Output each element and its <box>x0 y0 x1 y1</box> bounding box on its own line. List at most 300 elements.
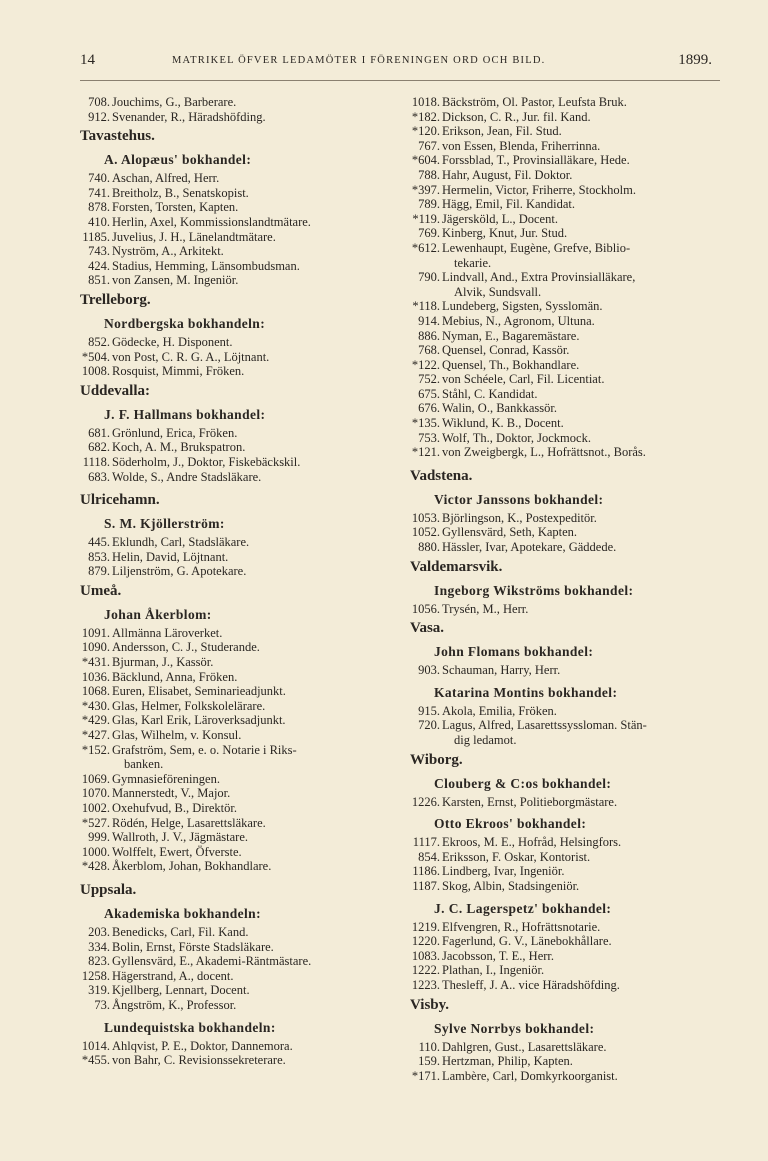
member-entry <box>410 445 728 460</box>
city-heading: Wiborg. <box>410 751 463 768</box>
member-name: Stadius, Hemming, Länsombudsman. <box>112 258 300 273</box>
member-entry <box>410 1054 728 1069</box>
member-name: Plathan, I., Ingeniör. <box>442 963 545 978</box>
member-name: Jouchims, G., Barberare. <box>112 95 237 109</box>
member-number: 1186. <box>412 864 440 879</box>
member-number: *152. <box>81 742 110 757</box>
member-name: Gödecke, H. Disponent. <box>112 334 233 349</box>
member-number: 676. <box>418 401 440 416</box>
member-number: *604. <box>411 153 440 168</box>
member-number: 1069. <box>81 771 110 786</box>
member-name: Bjurman, J., Kassör. <box>112 655 214 670</box>
member-number: 1222. <box>411 963 440 978</box>
entry-list <box>80 171 400 288</box>
running-title: MATRIKEL ÖFVER LEDAMÖTER I FÖRENINGEN ORD OCH BILD. <box>172 55 546 66</box>
member-number: 682. <box>88 440 110 455</box>
member-name: Ångström, K., Professor. <box>112 997 237 1012</box>
member-name: Grafström, Sem, e. o. Notarie i Riks- <box>112 742 297 757</box>
member-name: von Schéele, Carl, Fil. Licentiat. <box>442 372 605 387</box>
city-heading: Trelleborg. <box>80 291 151 308</box>
member-name: von Bahr, C. Revisionssekreterare. <box>112 1053 286 1068</box>
member-entry <box>410 139 728 154</box>
member-number: 1002. <box>81 801 110 815</box>
member-name: von Essen, Blenda, Friherrinna. <box>442 138 601 153</box>
member-name: Akola, Emilia, Fröken. <box>442 703 557 718</box>
bookshop-heading: John Flomans bokhandel: <box>434 644 594 660</box>
member-entry <box>410 879 728 894</box>
city-heading: Umeå. <box>80 582 122 599</box>
member-name: Forssblad, T., Provinsialläkare, Hede. <box>442 153 630 168</box>
member-name: Lundeberg, Sigsten, Sysslomän. <box>442 299 603 314</box>
member-name: Erikson, Jean, Fil. Stud. <box>442 124 562 139</box>
member-entry <box>80 998 400 1013</box>
member-entry <box>80 816 400 831</box>
member-entry <box>80 550 400 565</box>
member-name: Fagerlund, G. V., Länebokhållare. <box>442 934 612 949</box>
member-number: 1223. <box>411 977 440 992</box>
member-name: Quensel, Th., Bokhandlare. <box>442 357 580 372</box>
bookshop-heading: Nordbergska bokhandeln: <box>104 315 266 331</box>
member-number: 1036. <box>81 669 110 684</box>
member-name: Mebius, N., Agronom, Ultuna. <box>442 313 595 328</box>
member-entry <box>80 230 400 245</box>
member-name: Wolf, Th., Doktor, Jockmock. <box>442 430 591 445</box>
member-entry <box>410 864 728 879</box>
member-entry <box>410 110 728 125</box>
member-number: 159. <box>418 1054 440 1069</box>
member-name: Liljenström, G. Apotekare. <box>112 564 247 579</box>
member-number: 741. <box>88 185 110 200</box>
member-entry <box>410 95 728 110</box>
member-number: *527. <box>81 815 110 830</box>
entry-list <box>80 1039 400 1068</box>
member-entry <box>410 949 728 964</box>
member-name: Jägersköld, L., Docent. <box>442 211 558 226</box>
city-heading: Uppsala. <box>80 881 137 898</box>
member-entry <box>80 200 400 215</box>
member-number: 683. <box>88 469 110 484</box>
entry-list <box>80 95 400 124</box>
member-entry <box>80 626 400 641</box>
member-entry <box>410 241 728 270</box>
member-name: Andersson, C. J., Studerande. <box>112 640 260 655</box>
member-name: Schauman, Harry, Herr. <box>442 663 561 678</box>
bookshop-heading: Sylve Norrbys bokhandel: <box>434 1020 595 1036</box>
member-number: 1018. <box>411 95 440 109</box>
member-entry <box>80 186 400 201</box>
member-entry <box>80 713 400 728</box>
member-name: Hahr, August, Fil. Doktor. <box>442 167 573 182</box>
member-name: Björlingson, K., Postexpeditör. <box>442 510 597 525</box>
member-entry <box>410 920 728 935</box>
member-entry <box>410 663 728 678</box>
entry-list <box>410 1040 728 1084</box>
member-entry <box>410 124 728 139</box>
city-heading: Uddevalla: <box>80 382 151 399</box>
member-entry <box>80 728 400 743</box>
member-entry <box>410 1069 728 1084</box>
member-number: 914. <box>418 313 440 328</box>
member-name: Trysén, M., Herr. <box>442 601 529 616</box>
member-number: 1070. <box>81 786 110 801</box>
member-entry <box>80 335 400 350</box>
bookshop-heading: S. M. Kjöllerström: <box>104 516 225 532</box>
member-entry <box>410 372 728 387</box>
entry-list <box>80 426 400 484</box>
member-entry <box>410 387 728 402</box>
member-name: Nyman, E., Bagaremästare. <box>442 328 580 343</box>
member-entry <box>80 859 400 874</box>
member-name: Juvelius, J. H., Länelandtmätare. <box>112 229 276 244</box>
member-entry <box>80 455 400 470</box>
bookshop-heading: J. F. Hallmans bokhandel: <box>104 406 266 422</box>
member-entry <box>410 168 728 183</box>
member-number: *171. <box>411 1068 440 1083</box>
member-name: Gyllensvärd, E., Akademi-Räntmästare. <box>112 954 312 969</box>
member-number: 1091. <box>81 625 110 640</box>
member-number: *431. <box>81 655 110 670</box>
member-entry <box>410 835 728 850</box>
member-entry <box>410 1040 728 1055</box>
member-number: 73. <box>94 997 110 1012</box>
member-number: 1014. <box>81 1038 110 1053</box>
member-name: Bäcklund, Anna, Fröken. <box>112 669 238 684</box>
member-entry <box>80 640 400 655</box>
member-name: Kinberg, Knut, Jur. Stud. <box>442 226 568 241</box>
member-number: 853. <box>88 549 110 564</box>
entry-list <box>80 335 400 379</box>
member-number: 1220. <box>411 934 440 949</box>
member-name: Karsten, Ernst, Politieborgmästare. <box>442 794 618 809</box>
member-entry <box>410 963 728 978</box>
member-entry <box>80 470 400 485</box>
member-entry <box>80 535 400 550</box>
member-entry <box>410 795 728 810</box>
member-number: 915. <box>418 703 440 718</box>
member-name: Dahlgren, Gust., Lasarettsläkare. <box>442 1039 607 1054</box>
member-name: Benedicks, Carl, Fil. Kand. <box>112 924 249 939</box>
member-entry <box>80 670 400 685</box>
bookshop-heading: Johan Åkerblom: <box>104 606 212 622</box>
member-name: Jacobsson, T. E., Herr. <box>442 948 555 963</box>
member-entry <box>80 845 400 860</box>
member-name: von Zansen, M. Ingeniör. <box>112 273 239 288</box>
bookshop-heading: Otto Ekroos' bokhandel: <box>434 816 587 832</box>
member-number: *430. <box>81 698 110 713</box>
member-number: 788. <box>418 167 440 182</box>
member-continuation: dig ledamot. <box>454 733 517 747</box>
member-name: Eklundh, Carl, Stadsläkare. <box>112 535 250 550</box>
member-entry <box>80 1039 400 1054</box>
entry-list <box>410 835 728 893</box>
member-entry <box>410 511 728 526</box>
member-number: 768. <box>418 343 440 358</box>
member-name: Ahlqvist, P. E., Doktor, Dannemora. <box>112 1038 293 1053</box>
member-entry <box>80 364 400 379</box>
member-name: Wallroth, J. V., Jägmästare. <box>112 830 249 845</box>
entry-list <box>410 95 728 460</box>
member-name: Koch, A. M., Brukspatron. <box>112 440 246 455</box>
member-name: Skog, Albin, Stadsingeniör. <box>442 878 580 893</box>
bookshop-heading: J. C. Lagerspetz' bokhandel: <box>434 900 612 916</box>
member-number: 769. <box>418 226 440 241</box>
member-name: Bolin, Ernst, Förste Stadsläkare. <box>112 939 274 954</box>
member-number: 1185. <box>82 229 110 244</box>
member-name: Eriksson, F. Oskar, Kontorist. <box>442 849 591 864</box>
member-entry <box>410 525 728 540</box>
member-name: Mannerstedt, V., Major. <box>112 786 231 801</box>
member-number: *455. <box>81 1053 110 1068</box>
member-name: Kjellberg, Lennart, Docent. <box>112 983 250 998</box>
member-entry <box>80 110 400 125</box>
member-number: 852. <box>88 334 110 349</box>
member-name: Bäckström, Ol. Pastor, Leufsta Bruk. <box>442 95 627 109</box>
member-entry <box>80 954 400 969</box>
member-entry <box>410 416 728 431</box>
bookshop-heading: Ingeborg Wikströms bokhandel: <box>434 582 634 598</box>
member-entry <box>410 602 728 617</box>
member-number: *119. <box>412 211 440 226</box>
member-number: *429. <box>81 713 110 728</box>
member-name: Elfvengren, R., Hofrättsnotarie. <box>442 919 601 934</box>
member-name: Nyström, A., Arkitekt. <box>112 244 224 259</box>
city-heading: Vadstena. <box>410 467 473 484</box>
member-name: Ekroos, M. E., Hofråd, Helsingfors. <box>442 835 622 850</box>
member-number: 319. <box>88 983 110 998</box>
member-name: Wolde, S., Andre Stadsläkare. <box>112 469 262 484</box>
member-name: Oxehufvud, B., Direktör. <box>112 801 237 815</box>
member-entry <box>410 183 728 198</box>
member-name: Gyllensvärd, Seth, Kapten. <box>442 525 578 540</box>
member-name: Quensel, Conrad, Kassör. <box>442 343 570 358</box>
member-entry <box>80 772 400 787</box>
member-number: 1226. <box>411 794 440 809</box>
member-entry <box>80 95 400 110</box>
member-number: *182. <box>411 109 440 124</box>
member-name: Lambère, Carl, Domkyrkoorganist. <box>442 1068 618 1083</box>
page-year: 1899. <box>678 52 712 68</box>
entry-list <box>410 920 728 993</box>
city-heading: Visby. <box>410 996 450 1013</box>
member-number: 1258. <box>81 968 110 983</box>
member-entry <box>80 699 400 714</box>
member-number: 743. <box>88 244 110 259</box>
member-entry <box>80 983 400 998</box>
member-number: 767. <box>418 138 440 153</box>
member-name: Glas, Helmer, Folkskolelärare. <box>112 698 266 713</box>
member-number: 708. <box>88 95 110 109</box>
member-number: 1056. <box>411 601 440 616</box>
member-entry <box>80 171 400 186</box>
member-entry <box>410 850 728 865</box>
member-entry <box>80 259 400 274</box>
entry-list <box>80 925 400 1013</box>
member-name: Wiklund, K. B., Docent. <box>442 416 564 431</box>
member-number: *135. <box>411 416 440 431</box>
member-number: 886. <box>418 328 440 343</box>
member-name: Lindberg, Ivar, Ingeniör. <box>442 864 565 879</box>
member-number: 1008. <box>81 364 110 379</box>
member-number: 789. <box>418 197 440 212</box>
member-entry <box>80 940 400 955</box>
member-number: 880. <box>418 540 440 555</box>
bookshop-heading: Lundequistska bokhandeln: <box>104 1019 276 1035</box>
member-number: *121. <box>411 445 440 460</box>
member-name: Rödén, Helge, Lasarettsläkare. <box>112 815 266 830</box>
member-name: Hässler, Ivar, Apotekare, Gäddede. <box>442 540 617 555</box>
entry-list <box>410 663 728 678</box>
member-number: 1068. <box>81 684 110 699</box>
member-name: Glas, Karl Erik, Läroverksadjunkt. <box>112 713 286 728</box>
member-entry <box>410 314 728 329</box>
member-entry <box>410 431 728 446</box>
member-continuation: tekarie. <box>454 255 492 270</box>
member-number: 1000. <box>81 844 110 859</box>
member-name: Ståhl, C. Kandidat. <box>442 386 538 401</box>
member-entry <box>80 564 400 579</box>
member-number: 1052. <box>411 525 440 540</box>
member-number: 1187. <box>412 878 440 893</box>
member-name: Gymnasieföreningen. <box>112 771 220 786</box>
member-number: 740. <box>88 171 110 186</box>
member-number: 203. <box>88 924 110 939</box>
member-entry <box>80 655 400 670</box>
member-name: von Zweigbergk, L., Hofrättsnot., Borås. <box>442 445 646 460</box>
member-number: 410. <box>88 214 110 229</box>
member-name: Söderholm, J., Doktor, Fiskebäckskil. <box>112 454 301 469</box>
member-name: Breitholz, B., Senatskopist. <box>112 185 249 200</box>
member-entry <box>410 401 728 416</box>
member-number: *428. <box>81 859 110 874</box>
member-name: Thesleff, J. A.. vice Häradshöfding. <box>442 977 620 992</box>
member-name: Svenander, R., Häradshöfding. <box>112 109 266 124</box>
member-entry <box>410 540 728 555</box>
member-name: Lindvall, And., Extra Provinsialläkare, <box>442 270 636 285</box>
entry-list <box>80 535 400 579</box>
member-entry <box>410 197 728 212</box>
entry-list <box>410 511 728 555</box>
member-entry <box>410 343 728 358</box>
member-entry <box>80 273 400 288</box>
entry-list <box>410 704 728 748</box>
member-name: von Post, C. R. G. A., Löjtnant. <box>112 349 270 364</box>
entry-list <box>410 602 728 617</box>
member-number: 854. <box>418 849 440 864</box>
member-name: Rosquist, Mimmi, Fröken. <box>112 364 245 379</box>
member-number: 878. <box>88 200 110 215</box>
member-entry <box>80 1053 400 1068</box>
member-number: 720. <box>418 718 440 733</box>
member-number: 1118. <box>82 454 110 469</box>
right-column <box>410 95 728 1083</box>
member-number: 110. <box>418 1039 440 1054</box>
city-heading: Tavastehus. <box>80 128 155 145</box>
member-name: Forsten, Torsten, Kapten. <box>112 200 239 215</box>
bookshop-heading: Victor Janssons bokhandel: <box>434 491 604 507</box>
member-name: Hermelin, Victor, Friherre, Stockholm. <box>442 182 636 197</box>
member-number: *612. <box>411 240 440 255</box>
member-entry <box>80 426 400 441</box>
member-number: 681. <box>88 425 110 440</box>
member-entry <box>80 684 400 699</box>
member-name: Allmänna Läroverket. <box>112 625 223 640</box>
member-number: *397. <box>411 182 440 197</box>
member-entry <box>410 718 728 747</box>
member-number: 851. <box>88 273 110 288</box>
member-entry <box>410 270 728 299</box>
member-entry <box>80 801 400 816</box>
member-number: *427. <box>81 728 110 743</box>
member-continuation: banken. <box>124 757 164 772</box>
member-number: 999. <box>88 830 110 845</box>
member-number: 753. <box>418 430 440 445</box>
member-entry <box>80 925 400 940</box>
member-number: 912. <box>88 109 110 124</box>
member-entry <box>410 934 728 949</box>
member-name: Aschan, Alfred, Herr. <box>112 171 220 186</box>
member-name: Hägg, Emil, Fil. Kandidat. <box>442 197 575 212</box>
member-number: 424. <box>88 258 110 273</box>
member-name: Euren, Elisabet, Seminarieadjunkt. <box>112 684 286 699</box>
member-entry <box>410 212 728 227</box>
header-rule <box>80 80 720 81</box>
member-number: 1219. <box>411 919 440 934</box>
member-name: Grönlund, Erica, Fröken. <box>112 425 238 440</box>
member-entry <box>80 244 400 259</box>
member-number: 903. <box>418 663 440 678</box>
bookshop-heading: Clouberg & C:os bokhandel: <box>434 775 612 791</box>
member-entry <box>410 358 728 373</box>
member-entry <box>80 786 400 801</box>
member-number: 823. <box>88 954 110 969</box>
page-number: 14 <box>80 52 95 68</box>
member-entry <box>80 350 400 365</box>
city-heading: Valdemarsvik. <box>410 558 503 575</box>
member-name: Åkerblom, Johan, Bokhandlare. <box>112 859 272 874</box>
member-continuation: Alvik, Sundsvall. <box>454 284 542 299</box>
member-number: 1090. <box>81 640 110 655</box>
member-number: *120. <box>411 124 440 139</box>
member-number: 1053. <box>411 510 440 525</box>
member-name: Wolffelt, Ewert, Öfverste. <box>112 844 242 859</box>
left-column <box>80 95 400 1068</box>
city-heading: Vasa. <box>410 620 445 637</box>
member-entry <box>410 978 728 993</box>
member-name: Hertzman, Philip, Kapten. <box>442 1054 573 1069</box>
member-number: *504. <box>81 349 110 364</box>
member-name: Dickson, C. R., Jur. fil. Kand. <box>442 109 591 124</box>
member-entry <box>80 215 400 230</box>
member-number: 752. <box>418 372 440 387</box>
member-entry <box>410 153 728 168</box>
member-name: Helin, David, Löjtnant. <box>112 549 229 564</box>
member-entry <box>410 329 728 344</box>
member-entry <box>80 969 400 984</box>
member-name: Glas, Wilhelm, v. Konsul. <box>112 728 242 743</box>
member-number: 1083. <box>411 948 440 963</box>
entry-list <box>410 795 728 810</box>
member-number: 1117. <box>412 835 440 850</box>
member-name: Walin, O., Bankkassör. <box>442 401 557 416</box>
member-entry <box>80 830 400 845</box>
member-number: *122. <box>411 357 440 372</box>
bookshop-heading: A. Alopæus' bokhandel: <box>104 152 252 168</box>
member-number: 334. <box>88 939 110 954</box>
member-name: Hägerstrand, A., docent. <box>112 968 234 983</box>
member-name: Herlin, Axel, Kommissionslandtmätare. <box>112 214 311 229</box>
member-entry <box>410 299 728 314</box>
member-number: 675. <box>418 386 440 401</box>
